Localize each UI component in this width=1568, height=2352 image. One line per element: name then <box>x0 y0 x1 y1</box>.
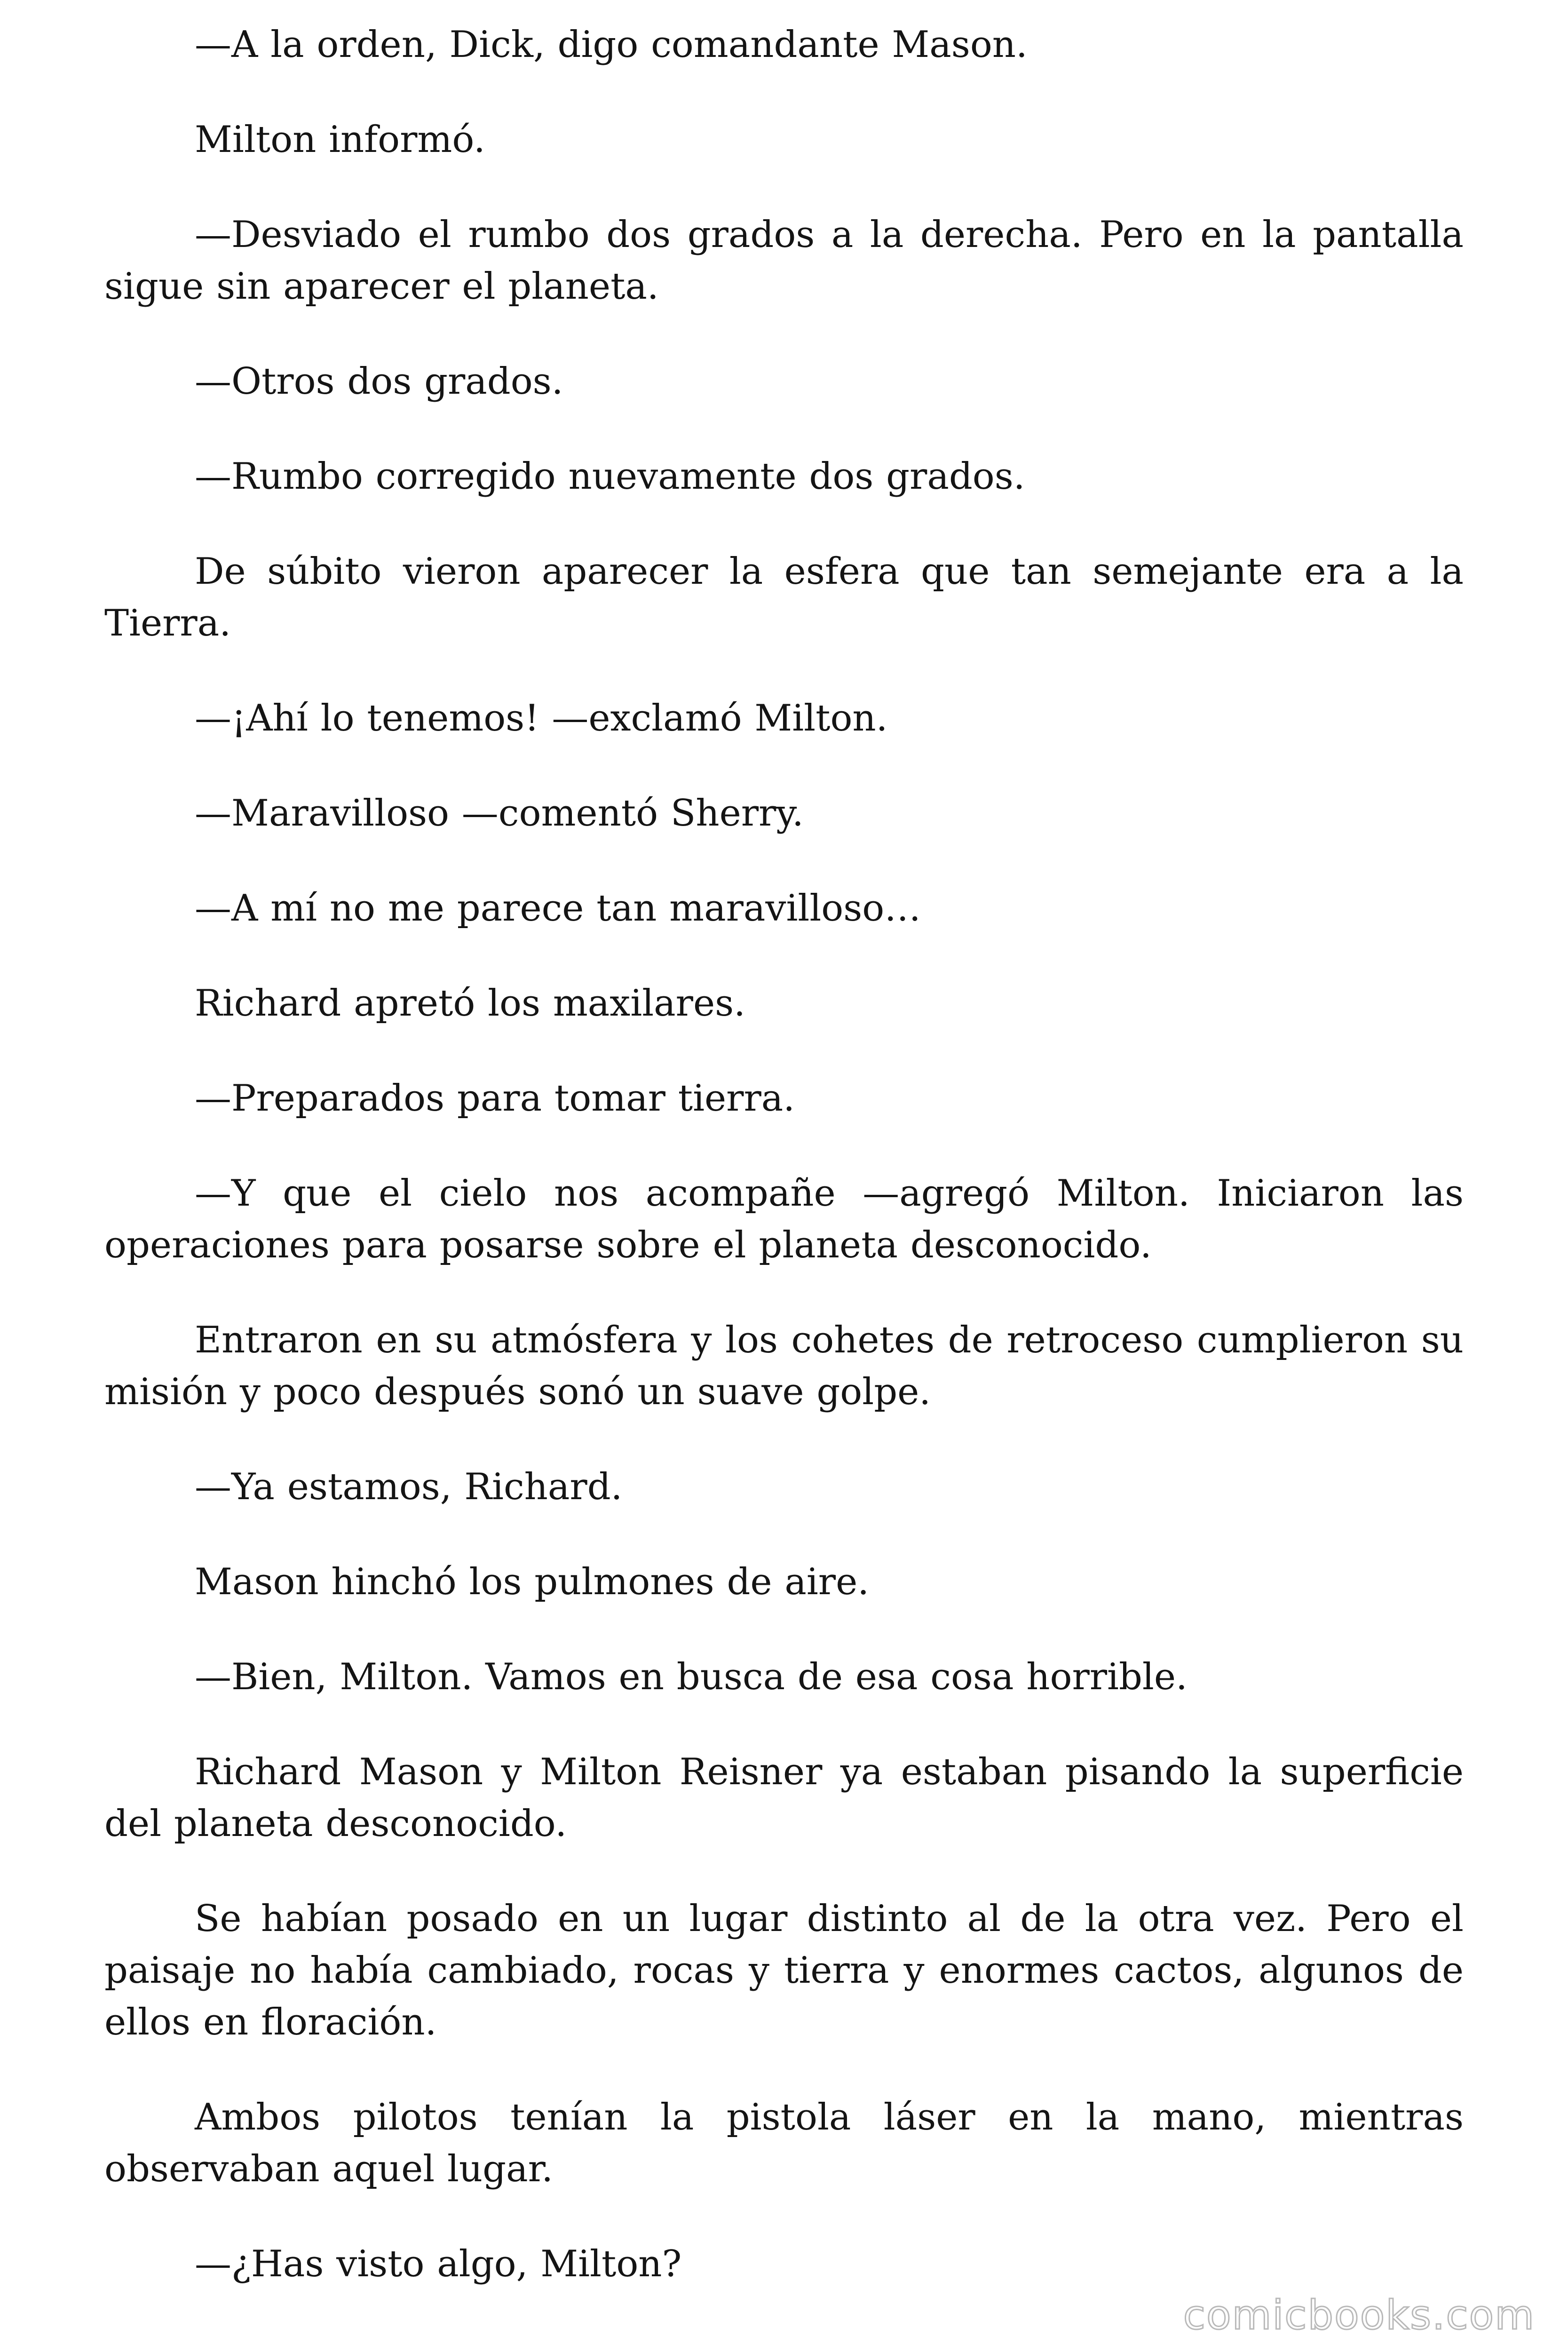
paragraph-7: —¡Ahí lo tenemos! —exclamó Milton. <box>195 697 888 739</box>
paragraph-12: —Y que el cielo nos acompañe —agregó Milton. Iniciaron las operaciones para posarse sobre el planeta desconocido. <box>104 1172 1464 1266</box>
paragraph-3: —Desviado el rumbo dos grados a la derecha. Pero en la pantalla sigue sin aparecer el planeta. <box>104 214 1464 308</box>
paragraph-20: —¿Has visto algo, Milton? <box>195 2243 682 2285</box>
paragraph-14: —Ya estamos, Richard. <box>195 1466 623 1508</box>
watermark: comicbooks.com <box>1183 2292 1535 2339</box>
paragraph-1: —A la orden, Dick, digo comandante Mason. <box>195 24 1028 66</box>
paragraph-5: —Rumbo corregido nuevamente dos grados. <box>195 455 1025 498</box>
paragraph-18: Se habían posado en un lugar distinto al de la otra vez. Pero el paisaje no había cambiado, rocas y tierra y enormes cactos, algunos de ellos en floración. <box>104 1898 1464 2043</box>
paragraph-10: Richard apretó los maxilares. <box>195 982 745 1025</box>
paragraph-6: De súbito vieron aparecer la esfera que tan semejante era a la Tierra. <box>104 550 1464 644</box>
paragraph-2: Milton informó. <box>195 119 485 161</box>
paragraph-11: —Preparados para tomar tierra. <box>195 1077 795 1120</box>
paragraph-17: Richard Mason y Milton Reisner ya estaban pisando la superficie del planeta desconocido. <box>104 1751 1464 1845</box>
paragraph-4: —Otros dos grados. <box>195 360 563 403</box>
paragraph-15: Mason hinchó los pulmones de aire. <box>195 1561 870 1603</box>
text-column <box>104 19 1464 2333</box>
paragraph-13: Entraron en su atmósfera y los cohetes de retroceso cumplieron su misión y poco después sonó un suave golpe. <box>104 1319 1464 1413</box>
paragraph-19: Ambos pilotos tenían la pistola láser en la mano, mientras observaban aquel lugar. <box>104 2096 1464 2190</box>
paragraph-8: —Maravilloso —comentó Sherry. <box>195 792 804 834</box>
paragraph-16: —Bien, Milton. Vamos en busca de esa cosa horrible. <box>195 1656 1188 1698</box>
paragraph-9: —A mí no me parece tan maravilloso… <box>195 887 921 930</box>
